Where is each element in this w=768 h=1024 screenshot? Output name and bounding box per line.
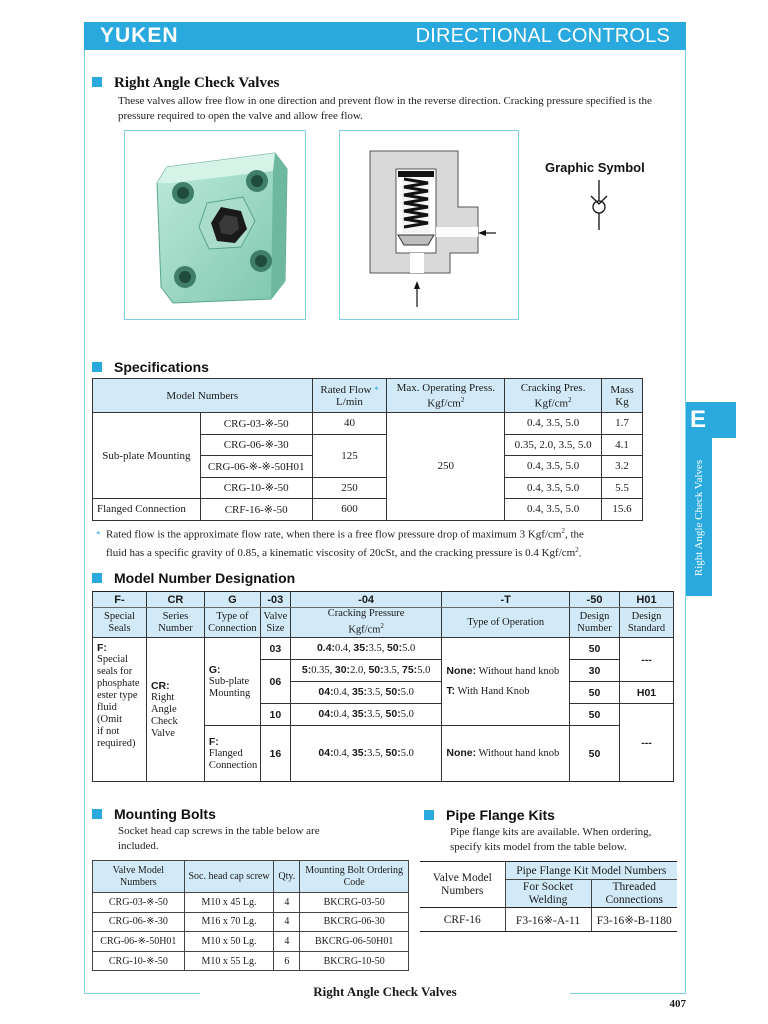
cracking-cell: 0.4, 3.5, 5.0: [505, 456, 602, 478]
section-tab-text: Right Angle Check Valves: [693, 459, 705, 577]
intro-description: These valves allow free flow in one direction and prevent flow in the reverse direction. Cracking pressure specified is the pressure required to open the valve and allow free flow.: [118, 95, 652, 122]
cracking-cell: 5:0.35, 30:2.0, 50:3.5, 75:5.0: [290, 660, 442, 682]
header-model-numbers: Model Numbers: [93, 379, 313, 413]
intro-title: Right Angle Check Valves: [92, 75, 279, 92]
cracking-cell: 0.4, 3.5, 5.0: [505, 413, 602, 435]
model-cell: CRG-10-※-50: [200, 477, 312, 499]
cell: CRF-16: [420, 908, 505, 932]
model-cell: CRG-06-※-30: [200, 434, 312, 456]
header-threaded-connections: Threaded Connections: [591, 880, 677, 908]
cell: CRG-06-※-50H01: [93, 932, 185, 952]
mass-cell: 15.6: [601, 499, 642, 521]
cell: CRG-06-※-30: [93, 912, 185, 932]
flow-cell: 40: [312, 413, 387, 435]
size-cell: 10: [260, 704, 290, 726]
operation-none-cell: None: Without hand knob: [442, 726, 570, 782]
section-square-icon: [92, 362, 102, 372]
mounting-subplate: Sub-plate Mounting: [93, 413, 201, 499]
cracking-cell: 04:0.4, 35:3.5, 50:5.0: [290, 682, 442, 704]
name-series: Series Number: [146, 608, 204, 638]
mass-cell: 1.7: [601, 413, 642, 435]
table-row: [420, 908, 677, 932]
check-valve-symbol-icon: [586, 180, 612, 230]
table-row: [93, 893, 409, 913]
header-kit-model-numbers: Pipe Flange Kit Model Numbers: [505, 862, 677, 880]
pipe-flange-table: [420, 861, 677, 932]
design-number-cell: 50: [570, 638, 620, 660]
cell: M10 x 50 Lg.: [184, 932, 274, 952]
cracking-cell: 0.4, 3.5, 5.0: [505, 499, 602, 521]
product-photo: [124, 130, 306, 320]
designation-name-row: [93, 608, 674, 638]
table-row: [93, 413, 643, 435]
header-cell: Valve Model Numbers: [93, 861, 185, 893]
cracking-cell: 0.35, 2.0, 3.5, 5.0: [505, 434, 602, 456]
mass-cell: 5.5: [601, 477, 642, 499]
name-design-standard: Design Standard: [619, 608, 673, 638]
name-cracking-pressure: Cracking Pressure Kgf/$cm^2$: [290, 608, 442, 638]
design-standard-cell: H01: [619, 682, 673, 704]
model-cell: CRG-06-※-※-50H01: [200, 456, 312, 478]
mounting-bolts-description: Socket head cap screws in the table below are included.: [118, 825, 320, 852]
designation-row: [93, 638, 674, 660]
cell: BKCRG-10-50: [300, 951, 409, 971]
header-mass: Mass Kg: [601, 379, 642, 413]
model-cell: CRF-16-※-50: [200, 499, 312, 521]
operation-t-cell: T: With Hand Knob: [442, 682, 570, 726]
cracking-cell: 0.4:0.4, 35:3.5, 50:5.0: [290, 638, 442, 660]
code-cell: -50: [570, 592, 620, 608]
mass-cell: 4.1: [601, 434, 642, 456]
table-row: [93, 932, 409, 952]
section-square-icon: [92, 573, 102, 583]
name-type-connection: Type of Connection: [204, 608, 260, 638]
design-standard-cell: ---: [619, 638, 673, 682]
cell: F3-16※-A-11: [505, 908, 591, 932]
size-cell: 16: [260, 726, 290, 782]
cell: F3-16※-B-1180: [591, 908, 677, 932]
cell: BKCRG-06-30: [300, 912, 409, 932]
yuken-logo: YUKEN: [100, 24, 179, 47]
code-cell: CR: [146, 592, 204, 608]
cell: BKCRG-03-50: [300, 893, 409, 913]
table-header-row: [93, 379, 643, 413]
cell: 6: [274, 951, 300, 971]
cell: 4: [274, 893, 300, 913]
page-number: 407: [669, 998, 686, 1010]
model-cell: CRG-03-※-50: [200, 413, 312, 435]
cell: 4: [274, 932, 300, 952]
section-square-icon: [424, 810, 434, 820]
design-standard-cell: ---: [619, 704, 673, 782]
header-cell: Qty.: [274, 861, 300, 893]
flow-cell: 600: [312, 499, 387, 521]
specifications-footnote: * Rated flow is the approximate flow rate, when there is a free flow pressure drop of maximum 3 Kgf/$cm^2$, the fluid has a specific gravity of 0.85, a kinematic viscosity of 20cSt, and the cracking pressure is 0.4 Kgf/$cm^2$.: [96, 527, 584, 560]
table-row: [93, 499, 643, 521]
code-cell: H01: [619, 592, 673, 608]
code-cell: -03: [260, 592, 290, 608]
size-cell: 06: [260, 660, 290, 704]
code-cell: -04: [290, 592, 442, 608]
connection-subplate-cell: G: Sub-plate Mounting: [204, 638, 260, 726]
cell: CRG-10-※-50: [93, 951, 185, 971]
section-square-icon: [92, 809, 102, 819]
header-title: DIRECTIONAL CONTROLS: [415, 25, 670, 47]
header-socket-welding: For Socket Welding: [505, 880, 591, 908]
series-cell: CR: Right Angle Check Valve: [146, 638, 204, 782]
code-cell: -T: [442, 592, 570, 608]
cell: M16 x 70 Lg.: [184, 912, 274, 932]
model-designation-table: [92, 591, 674, 782]
pipe-flange-title: Pipe Flange Kits: [424, 807, 555, 823]
specifications-title: Specifications: [92, 359, 209, 375]
table-row: [93, 912, 409, 932]
name-special-seals: Special Seals: [93, 608, 147, 638]
name-valve-size: Valve Size: [260, 608, 290, 638]
design-number-cell: 50: [570, 704, 620, 726]
cell: 4: [274, 912, 300, 932]
design-number-cell: 50: [570, 726, 620, 782]
size-cell: 03: [260, 638, 290, 660]
code-cell: G: [204, 592, 260, 608]
connection-flanged-cell: F: Flanged Connection: [204, 726, 260, 782]
cracking-cell: 0.4, 3.5, 5.0: [505, 477, 602, 499]
code-cell: F-: [93, 592, 147, 608]
cell: M10 x 55 Lg.: [184, 951, 274, 971]
cross-section-drawing: [339, 130, 519, 320]
cracking-cell: 04:0.4, 35:3.5, 50:5.0: [290, 726, 442, 782]
header-cell: Mounting Bolt Ordering Code: [300, 861, 409, 893]
cell: BKCRG-06-50H01: [300, 932, 409, 952]
header-valve-model: Valve Model Numbers: [420, 862, 505, 908]
mounting-flanged: Flanged Connection: [93, 499, 201, 521]
section-square-icon: [92, 77, 102, 87]
design-number-cell: 30: [570, 660, 620, 682]
header-max-operating-pressure: Max. Operating Press. Kgf/$cm^2$: [387, 379, 505, 413]
designation-code-row: [93, 592, 674, 608]
flow-cell: 125: [312, 434, 387, 477]
pipe-flange-description: Pipe flange kits are available. When ordering, specify kits model from the table below.: [450, 826, 652, 853]
specifications-table: [92, 378, 643, 521]
table-row: [93, 951, 409, 971]
name-type-operation: Type of Operation: [442, 608, 570, 638]
graphic-symbol-label: Graphic Symbol: [545, 160, 645, 175]
valve-cross-section-illustration: [340, 131, 518, 319]
header-cell: Soc. head cap screw: [184, 861, 274, 893]
special-seals-cell: F: Special seals for phosphate ester type fluid (Omit if not required): [93, 638, 147, 782]
header-cracking-pressure: Cracking Pres. Kgf/$cm^2$: [505, 379, 602, 413]
table-header-row: [93, 861, 409, 893]
max-pressure-cell: 250: [387, 413, 505, 521]
section-tab-letter: E: [686, 402, 736, 438]
design-number-cell: 50: [570, 682, 620, 704]
designation-title: Model Number Designation: [92, 570, 295, 586]
footer-title: Right Angle Check Valves: [200, 984, 570, 1000]
flow-cell: 250: [312, 477, 387, 499]
cell: M10 x 45 Lg.: [184, 893, 274, 913]
valve-photo-illustration: [125, 131, 305, 319]
operation-none-cell: None: Without hand knob: [442, 638, 570, 682]
cell: CRG-03-※-50: [93, 893, 185, 913]
name-design-number: Design Number: [570, 608, 620, 638]
mass-cell: 3.2: [601, 456, 642, 478]
table-header-row: [420, 862, 677, 880]
mounting-bolts-table: [92, 860, 409, 971]
header-rated-flow: Rated Flow * L/min: [312, 379, 387, 413]
mounting-bolts-title: Mounting Bolts: [92, 806, 216, 822]
cracking-cell: 04:0.4, 35:3.5, 50:5.0: [290, 704, 442, 726]
